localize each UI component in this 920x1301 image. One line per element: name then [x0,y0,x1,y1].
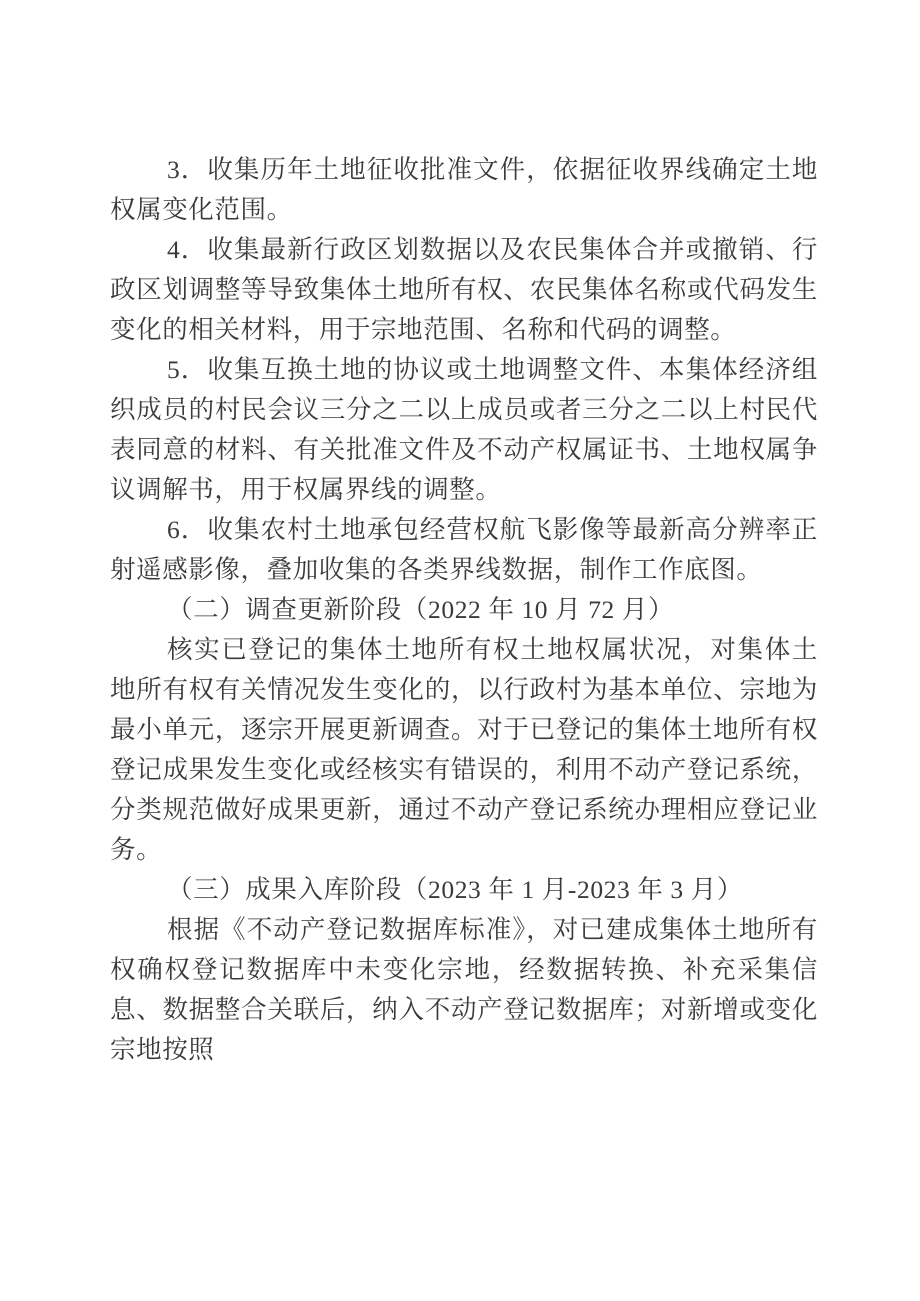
paragraph-body-three: 根据《不动产登记数据库标准》，对已建成集体土地所有权确权登记数据库中未变化宗地，经数据转换、补充采集信息、数据整合关联后，纳入不动产登记数据库；对新增或变化宗地按照 [110,915,818,1064]
section-heading-two: （二）调查更新阶段（2022 年 10 月 72 月） [167,595,675,624]
paragraph-item-4: 4．收集最新行政区划数据以及农民集体合并或撤销、行政区划调整等导致集体土地所有权、农民集体名称或代码发生变化的相关材料，用于宗地范围、名称和代码的调整。 [110,235,818,344]
paragraph-item-6: 6．收集农村土地承包经营权航飞影像等最新高分辨率正射遥感影像，叠加收集的各类界线数据，制作工作底图。 [110,515,818,584]
document-text-column [110,150,818,1070]
paragraph-item-5: 5．收集互换土地的协议或土地调整文件、本集体经济组织成员的村民会议三分之二以上成员或者三分之二以上村民代表同意的材料、有关批准文件及不动产权属证书、土地权属争议调解书，用于权属界线的调整。 [110,355,818,504]
paragraph-item-3: 3．收集历年土地征收批准文件，依据征收界线确定土地权属变化范围。 [110,155,818,224]
section-heading-three: （三）成果入库阶段（2023 年 1 月-2023 年 3 月） [167,875,743,904]
paragraph-body-two: 核实已登记的集体土地所有权土地权属状况，对集体土地所有权有关情况发生变化的，以行政村为基本单位、宗地为最小单元，逐宗开展更新调查。对于已登记的集体土地所有权登记成果发生变化或经核实有错误的，利用不动产登记系统，分类规范做好成果更新，通过不动产登记系统办理相应登记业务。 [110,635,818,864]
